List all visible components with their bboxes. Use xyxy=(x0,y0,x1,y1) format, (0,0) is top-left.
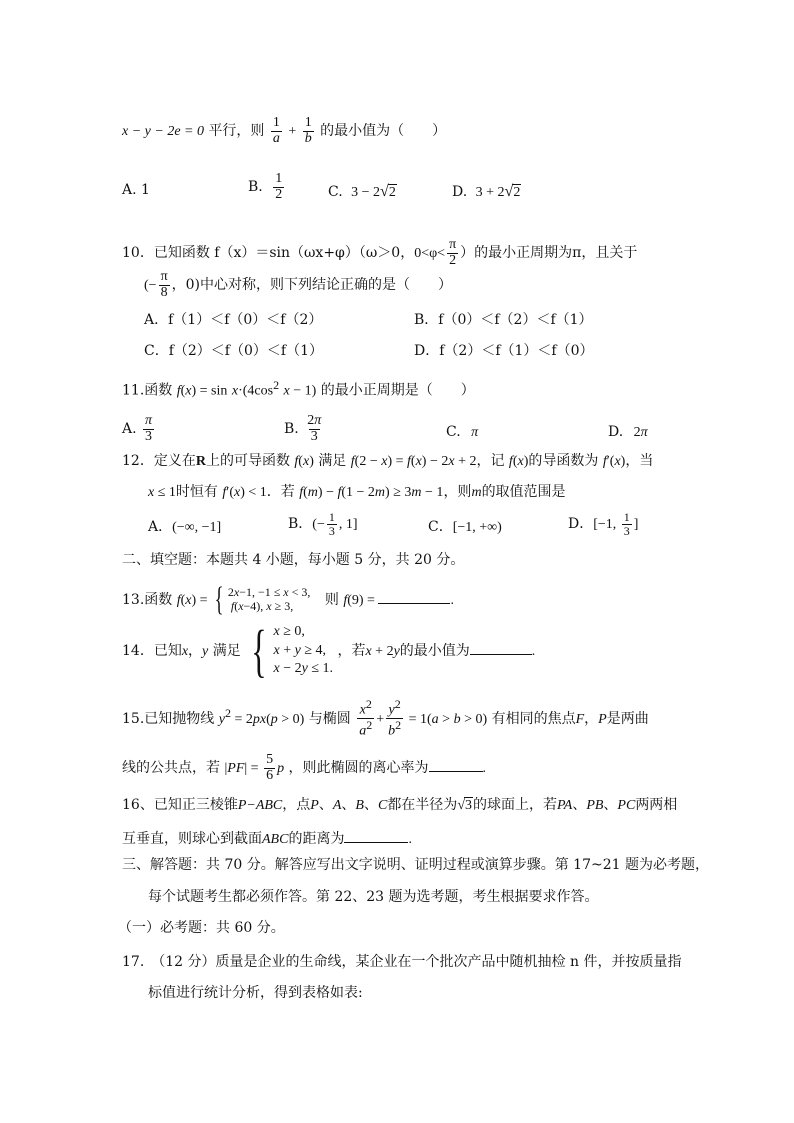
section-2-heading: 二、填空题：本题共 4 小题，每小题 5 分，共 20 分。 xyxy=(122,552,465,568)
q9-frac-b: $\frac{1}{b}$ xyxy=(304,115,312,146)
q14-stem: 14．已知x，y 满足 { x ≥ 0, x + y ≥ 4, x − 2y ≤ 1. ，若x + 2y的最小值为 . xyxy=(122,618,536,683)
q15-stem-line2: 线的公共点，若 |PF| = $\frac{5}{6}$ p ，则此椭圆的离心率为 . xyxy=(122,752,487,783)
q9-option-d: D. 3 + 2√2 xyxy=(452,183,521,200)
q12-option-b: B．(− $\frac{1}{3}$ , 1] xyxy=(288,510,358,538)
q10-option-b: B．f（0）＜f（2）＜f（1） xyxy=(414,312,593,328)
q9-frac-a: $\frac{1}{a}$ xyxy=(272,115,280,146)
q10-option-a: A．f（1）＜f（0）＜f（2） xyxy=(144,312,323,328)
q11-option-a: A. $\frac{\pi}{3}$ xyxy=(122,413,153,444)
q10-stem-line1: 10．已知函数 f（x）＝sin（ωx+φ）（ω＞0，0<φ< $\frac{\pi}{2}$ ）的最小正周期为π，且关于 xyxy=(122,237,638,268)
q11-option-c: C. π xyxy=(446,424,479,440)
q11-option-b: B. $\frac{2\pi}{3}$ xyxy=(284,413,322,444)
q9-stem: x − y − 2e = 0 平行，则 $\frac{1}{a}$ + $\frac{1}{b}$ 的最小值为（ ） xyxy=(122,115,447,146)
q9-option-c: C. 3 − 2√2 xyxy=(328,183,396,200)
q9-text: 平行，则 xyxy=(208,123,265,140)
q12-option-c: C．[−1, +∞) xyxy=(428,519,502,535)
q9-option-a: A. 1 xyxy=(122,182,150,198)
section-3-heading-line2: 每个试题考生都必须作答。第 22、23 题为选考题，考生根据要求作答。 xyxy=(148,889,599,905)
q9-tail: 的最小值为（ ） xyxy=(320,123,447,140)
q13-stem: 13.函数 f(x) = { 2x−1, −1 ≤ x < 3, f(x−4), x ≥ 3, 则 f(9) = . xyxy=(122,581,454,618)
q12-option-d: D．[−1, $\frac{1}{3}$ ] xyxy=(568,510,639,538)
q10-stem-line2: (− $\frac{\pi}{8}$ ，0)中心对称，则下列结论正确的是（ ） xyxy=(144,269,453,300)
q12-stem-line1: 12．定义在R上的可导函数 f(x) 满足 f(2 − x) = f(x) − 2x + 2，记 f(x)的导函数为 f′(x)，当 xyxy=(122,453,654,469)
q10-option-d: D．f（2）＜f（1）＜f（0） xyxy=(414,343,594,359)
q12-stem-line2: x ≤ 1时恒有 f′(x) < 1．若 f(m) − f(1 − 2m) ≥ 3m − 1，则m的取值范围是 xyxy=(148,484,566,500)
q15-stem-line1: 15.已知抛物线 $y^2 = 2px(p > 0)$ 与椭圆 $\frac{x^2}{a^2}$ + $\frac{y^2}{b^2}$ = 1(a > b > 0) 有相同的焦点F，P是两曲 xyxy=(122,697,649,739)
subsection-required: （一）必考题：共 60 分。 xyxy=(118,920,285,936)
q17-stem-line1: 17. （12 分）质量是企业的生命线，某企业在一个批次产品中随机抽检 n 件，并按质量指 xyxy=(122,954,682,970)
q16-stem-line1: 16、已知正三棱锥P−ABC，点P、A、B、C都在半径为√3的球面上，若PA、PB、PC两两相 xyxy=(122,797,678,813)
q12-option-a: A．(−∞, −1] xyxy=(148,519,222,535)
q10-option-c: C．f（2）＜f（0）＜f（1） xyxy=(144,343,323,359)
q11-stem: 11.函数 $f(x) = \sin x\cdot(4\cos^2$ x − 1) 的最小正周期是（ ） xyxy=(122,378,475,399)
q9-option-b: B. $\frac{1}{2}$ xyxy=(248,171,283,202)
q11-option-d: D. 2π xyxy=(608,424,648,440)
section-3-heading-line1: 三、解答题：共 70 分。解答应写出文字说明、证明过程或演算步骤。第 17~21 题为必考题， xyxy=(122,857,709,873)
q17-stem-line2: 标值进行统计分析，得到表格如表: xyxy=(148,985,363,1001)
q9-line-eq: x − y − 2e = 0 xyxy=(122,124,204,140)
q16-stem-line2: 互垂直，则球心到截面ABC的距离为 . xyxy=(122,828,412,849)
